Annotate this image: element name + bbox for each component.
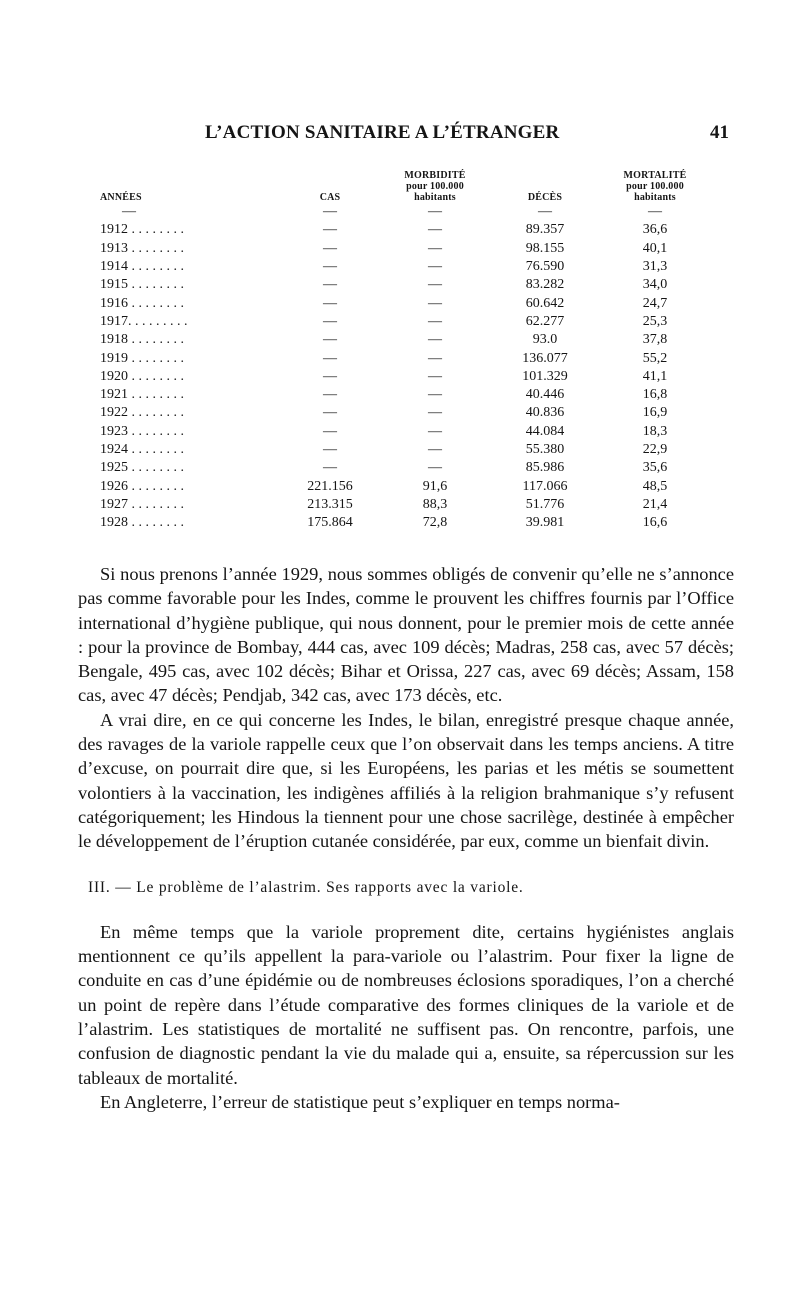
header-deces: DÉCÈS <box>527 192 563 203</box>
table-row: 1919 . . . . . . . . — — 136.077 55,2 <box>100 350 668 366</box>
body-text <box>78 562 734 1114</box>
table-row: 1928 . . . . . . . . 175.864 72,8 39.981 16,6 <box>100 515 668 531</box>
smallpox-statistics-table <box>100 170 710 532</box>
table-row: 1920 . . . . . . . . — — 101.329 41,1 <box>100 368 668 384</box>
dash: — <box>428 204 442 220</box>
dash: — <box>538 204 552 220</box>
running-title: L’ACTION SANITAIRE A L’ÉTRANGER <box>205 122 560 143</box>
table-row: 1926 . . . . . . . . 221.156 91,6 117.066 48,5 <box>100 478 668 494</box>
table-row: 1912 . . . . . . . . — — 89.357 36,6 <box>100 222 668 238</box>
table-row: 1916 . . . . . . . . — — 60.642 24,7 <box>100 295 668 311</box>
table-row: 1923 . . . . . . . . — — 44.084 18,3 <box>100 423 668 439</box>
paragraph: A vrai dire, en ce qui concerne les Indes, le bilan, enregistré presque chaque année, des ravages de la variole rappelle ceux que l’on observait dans les temps anciens. A titre d’excuse, on pourrait dire que, si les Européens, les parias et les métis se soumettent volontiers à la vaccination, les indigènes affiliés à la religion brahmanique s’y refusent catégoriquement; les Hindous la tiennent pour une chose sacrilège, destinée à empêcher le développement de l’éruption cutanée considérée, par eux, comme un bienfait divin. <box>78 709 734 852</box>
dash: — <box>122 204 136 220</box>
table-header-row <box>100 170 710 203</box>
table-row: 1915 . . . . . . . . — — 83.282 34,0 <box>100 277 668 293</box>
table-row: 1924 . . . . . . . . — — 55.380 22,9 <box>100 442 668 457</box>
dash: — <box>323 204 337 220</box>
header-morbidite: MORBIDITÉ pour 100.000 habitants <box>404 170 466 203</box>
table-row: 1925 . . . . . . . . — — 85.986 35,6 <box>100 460 668 476</box>
header-mortalite: MORTALITÉ pour 100.000 habitants <box>623 170 687 203</box>
header-annees: ANNÉES <box>100 192 142 203</box>
paragraph: En même temps que la variole proprement dite, certains hygiénistes anglais mentionnent ce qu’ils appellent la para-variole ou l’alastrim. Pour fixer la ligne de conduite en cas d’une épidémie ou de nombreuses éclosions sporadiques, l’on a cherché un point de repère dans l’étude comparative des formes cliniques de la variole et de l’alastrim. Les statistiques de mortalité ne suffisent pas. On rencontre, parfois, une confusion de diagnostic pendant la vie du malade qui a, ensuite, sa répercussion sur les tableaux de mortalité. <box>78 921 734 1088</box>
table-row: 1922 . . . . . . . . — — 40.836 16,9 <box>100 405 668 421</box>
header-dash-row <box>100 203 710 221</box>
table-row: 1913 . . . . . . . . — — 98.155 40,1 <box>100 240 668 256</box>
header-cas: CAS <box>319 192 341 203</box>
paragraph: Si nous prenons l’année 1929, nous sommes obligés de convenir qu’elle ne s’annonce pas comme favorable pour les Indes, comme le prouvent les chiffres fournis par l’Office international d’hygiène publique, qui nous donnent, pour le premier mois de cette année : pour la province de Bombay, 444 cas, avec 109 décès; Madras, 258 cas, avec 57 décès; Bengale, 495 cas, avec 102 décès; Bihar et Orissa, 227 cas, avec 69 décès; Assam, 158 cas, avec 47 décès; Pendjab, 342 cas, avec 173 décès, etc. <box>78 564 734 706</box>
paragraph: En Angleterre, l’erreur de statistique peut s’expliquer en temps norma- <box>100 1091 620 1112</box>
dash: — <box>648 204 662 220</box>
running-header <box>0 122 800 148</box>
table-row: 1921 . . . . . . . . — — 40.446 16,8 <box>100 387 668 403</box>
page-number: 41 <box>710 122 729 143</box>
section-heading: III. — Le problème de l’alastrim. Ses rapports avec la variole. <box>88 878 524 896</box>
table-row: 1927 . . . . . . . . 213.315 88,3 51.776 21,4 <box>100 496 668 512</box>
table-row: 1917. . . . . . . . . — — 62.277 25,3 <box>100 313 668 329</box>
table-row: 1914 . . . . . . . . — — 76.590 31,3 <box>100 259 668 275</box>
table-row: 1918 . . . . . . . . — — 93.0 37,8 <box>100 332 668 348</box>
